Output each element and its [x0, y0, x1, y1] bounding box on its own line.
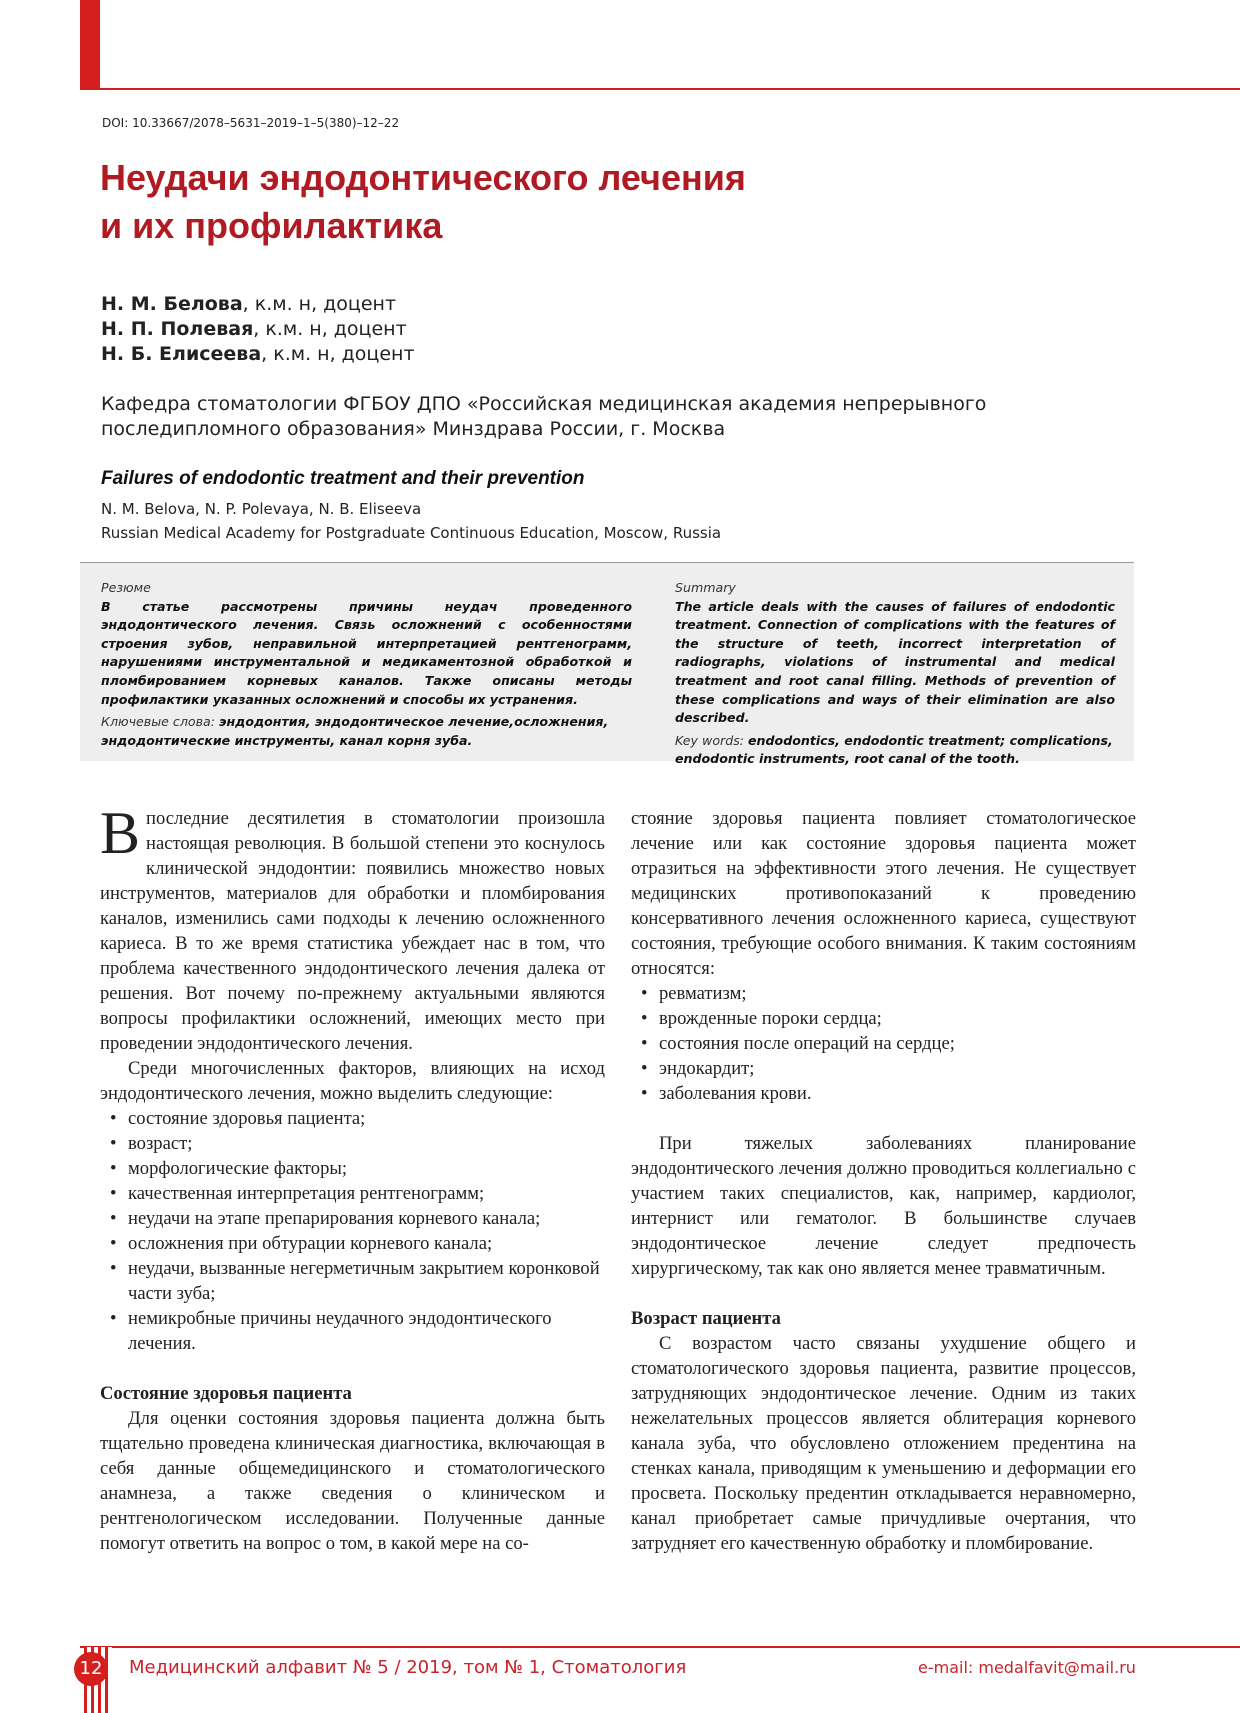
paragraph: Среди многочисленных факторов, влияющих на исход эндодонтического лечения, можно выделить следующие: [100, 1058, 605, 1104]
intro-text: последние десятилетия в стоматологии произошла настоящая революция. В большой степени это коснулось клинической эндодонтии: появились множество новых инструментов, материалов для обработки и пломбирования каналов, изменились сами подходы к лечению осложненного кариеса. В то же время статистика убеждает нас в том, что проблема качественного эндодонтического лечения далека от решения. Вот почему по-прежнему актуальными являются вопросы профилактики осложнений, имеющих место при проведении эндодонтического лечения. [100, 808, 605, 1054]
contact-email[interactable]: e-mail: medalfavit@mail.ru [918, 1658, 1136, 1677]
section-heading: Возраст пациента [631, 1308, 781, 1329]
list-item: • осложнения при обтурации корневого канала; [100, 1231, 605, 1256]
list-item: • возраст; [100, 1131, 605, 1156]
list-item: • врожденные пороки сердца; [631, 1006, 1136, 1031]
body-column-left [100, 800, 605, 1556]
paragraph: С возрастом часто связаны ухудшение общего и стоматологического здоровья пациента, развитие процессов, затрудняющих эндодонтическое лечение. Одним из таких нежелательных процессов является облитерация корневого канала зуба, что обусловлено отложением предентина на стенках канала, приводящим к уменьшению и деформации его просвета. Поскольку предентин откладывается неравномерно, канал приобретает самые причудливые очертания, что затрудняет его качественную обработку и пломбирование. [631, 1333, 1136, 1554]
author-degree: , к.м. н, доцент [242, 293, 397, 315]
summary-text: The article deals with the causes of failures of endodontic treatment. Connection of complications with the features of the structure of teeth, incorrect interpretation of radiographs, violations of instrumental and medical treatment and root canal filling. Methods of prevention of these complications and ways of their elimination are also described. [675, 598, 1115, 726]
author [101, 342, 415, 367]
list-item: • эндокардит; [631, 1056, 1136, 1081]
affiliation: Кафедра стоматологии ФГБОУ ДПО «Российская медицинская академия непрерывного последипломного образования» Минздрава России, г. Москва [101, 393, 987, 440]
title-line-2: и их профилактика [100, 205, 443, 246]
paragraph: стояние здоровья пациента повлияет стоматологическое лечение или как состояние здоровья пациента может отразиться на эффективности этого лечения. Не существует медицинских противопоказаний к проведению консервативного лечения осложненного кариеса, существуют состояния, требующие особого внимания. К таким состояниям относятся: [631, 808, 1136, 979]
drop-cap: В [100, 800, 141, 866]
author-name: Н. П. Полевая [101, 318, 254, 340]
section-heading: Состояние здоровья пациента [100, 1383, 352, 1404]
spacer [631, 1106, 1136, 1131]
abstract-ru [101, 579, 632, 750]
journal-name: Медицинский алфавит № 5 / 2019, том № 1, Стоматология [129, 1657, 687, 1678]
intro-paragraph [100, 800, 605, 1056]
author [101, 292, 415, 317]
article-title [100, 154, 746, 250]
english-title: Failures of endodontic treatment and their prevention [101, 468, 585, 489]
doi: DOI: 10.33667/2078–5631–2019–1–5(380)–12–22 [102, 116, 400, 130]
list-item: • морфологические факторы; [100, 1156, 605, 1181]
top-rule [80, 88, 1240, 90]
keywords-label: Ключевые слова: [101, 714, 215, 730]
conditions-list [631, 981, 1136, 1106]
top-accent-bar [80, 0, 100, 90]
abstract-text: В статье рассмотрены причины неудач проведенного эндодонтического лечения. Связь осложнений с особенностями строения зубов, неправильной интерпретацией рентгенограмм, нарушениями инструментальной и медикаментозной обработкой и пломбированием корневых каналов. Также описаны методы профилактики указанных осложнений и способы их устранения. [101, 598, 632, 707]
keywords-label: Key words: [675, 732, 744, 748]
list-item: • состояния после операций на сердце; [631, 1031, 1136, 1056]
author [101, 317, 415, 342]
factors-list [100, 1106, 605, 1356]
title-line-1: Неудачи эндодонтического лечения [100, 157, 746, 198]
body-column-right [631, 806, 1136, 1556]
author-degree: , к.м. н, доцент [253, 318, 407, 340]
keywords-text: эндодонтия, эндодонтическое лечение,осложнения, эндодонтические инструменты, канал корня зуба. [101, 714, 609, 748]
summary-heading: Summary [675, 580, 736, 595]
summary-keywords [675, 732, 1115, 769]
list-item: • неудачи, вызванные негерметичным закрытием коронковой части зуба; [100, 1256, 605, 1306]
list-item: • состояние здоровья пациента; [100, 1106, 605, 1131]
english-affiliation: Russian Medical Academy for Postgraduate Continuous Education, Moscow, Russia [101, 524, 722, 542]
author-degree: , к.м. н, доцент [261, 343, 415, 365]
paragraph: При тяжелых заболеваниях планирование эндодонтического лечения должно проводиться коллегиально с участием таких специалистов, как, например, кардиолог, интернист или гематолог. В большинстве случаев эндодонтическое лечение следует предпочесть хирургическому, так как оно является менее травматичным. [631, 1133, 1136, 1279]
list-item: • неудачи на этапе препарирования корневого канала; [100, 1206, 605, 1231]
authors [101, 292, 415, 367]
list-item: • качественная интерпретация рентгенограмм; [100, 1181, 605, 1206]
paragraph: Для оценки состояния здоровья пациента должна быть тщательно проведена клиническая диагностика, включающая в себя данные общемедицинского и стоматологического анамнеза, а также сведения о клиническом и рентгенологическом исследовании. Полученные данные помогут ответить на вопрос о том, в какой мере на со- [100, 1408, 605, 1554]
list-item: • ревматизм; [631, 981, 1136, 1006]
author-name: Н. М. Белова [101, 293, 243, 315]
list-item: • заболевания крови. [631, 1081, 1136, 1106]
abstract-heading: Резюме [101, 580, 151, 595]
english-authors: N. M. Belova, N. P. Polevaya, N. B. Eliseeva [101, 500, 422, 518]
abstract-en [675, 579, 1115, 769]
keywords-text: endodontics, endodontic treatment; complications, endodontic instruments, root canal of the tooth. [675, 732, 1113, 767]
author-name: Н. Б. Елисеева [101, 343, 262, 365]
bottom-rule [80, 1646, 1240, 1648]
abstract-keywords [101, 713, 632, 750]
page-number: 12 [74, 1652, 108, 1686]
list-item: • немикробные причины неудачного эндодонтического лечения. [100, 1306, 605, 1356]
abstract-box [80, 562, 1134, 767]
